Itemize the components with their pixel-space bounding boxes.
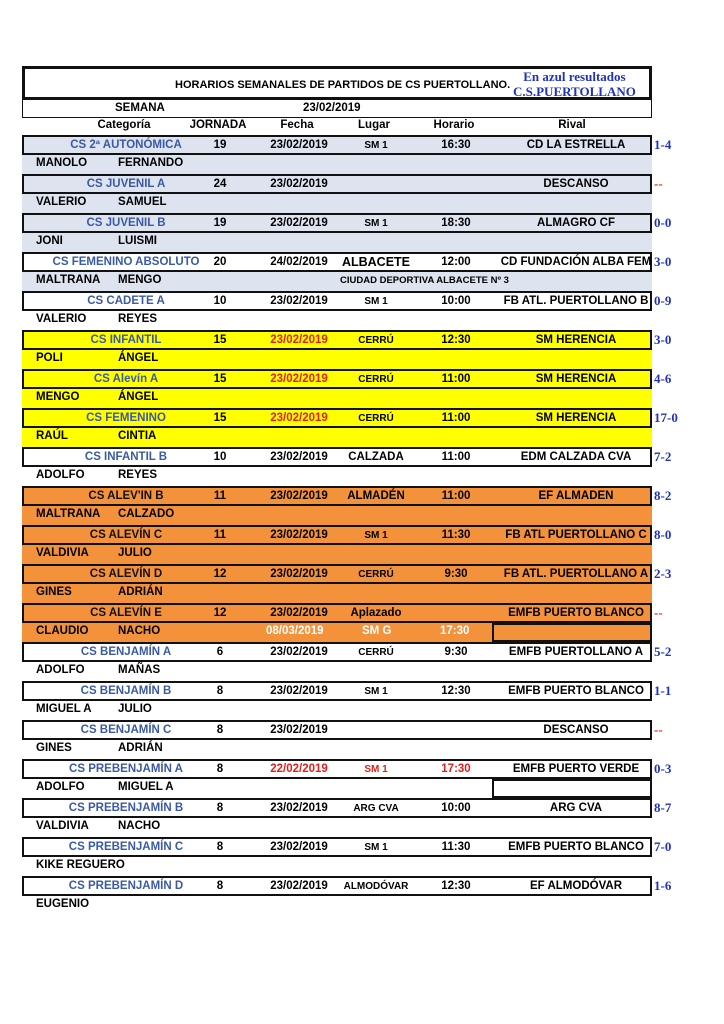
rival-cell: SM HERENCIA — [535, 373, 617, 385]
header-jornada: JORNADA — [189, 119, 247, 131]
fecha-cell: 23/02/2019 — [270, 802, 328, 814]
header-lugar: Lugar — [358, 119, 390, 131]
coach-name: ADOLFO — [36, 468, 85, 481]
horario-cell: 10:00 — [441, 295, 471, 307]
horario-cell: 11:00 — [441, 451, 471, 463]
coach-name: VALERIO — [36, 312, 87, 325]
header-horario: Horario — [433, 119, 475, 131]
coach-name: MALTRANA — [36, 507, 101, 520]
jornada-cell: 12 — [213, 568, 227, 580]
match-row — [22, 369, 652, 389]
staff-row — [22, 545, 652, 565]
week-date: 23/02/2019 — [303, 102, 361, 114]
result-value: 8-2 — [654, 488, 672, 503]
result-value: 0-0 — [654, 215, 672, 230]
fecha-cell: 23/02/2019 — [270, 724, 328, 736]
results-note-line1: En azul resultados — [523, 69, 626, 84]
match-row — [22, 681, 652, 701]
rival-cell: DESCANSO — [543, 724, 609, 736]
fecha-cell: 24/02/2019 — [270, 256, 328, 268]
match-row — [22, 447, 652, 467]
category-cell: CS INFANTIL B — [84, 451, 168, 463]
column-headers — [22, 118, 652, 135]
title-box — [22, 66, 652, 100]
lugar-cell: SM 1 — [364, 218, 388, 229]
fecha-cell: 23/02/2019 — [270, 178, 328, 190]
horario-cell: 12:00 — [441, 256, 471, 268]
coach-name: MIGUEL A — [36, 702, 92, 715]
coach-name: JONI — [36, 234, 63, 247]
match-row — [22, 408, 652, 428]
category-cell: CS PREBENJAMÍN D — [68, 880, 184, 892]
lugar-cell: CALZADA — [348, 451, 404, 463]
staff-row — [22, 779, 652, 799]
category-cell: CS PREBENJAMÍN C — [68, 841, 184, 853]
fecha-cell: 23/02/2019 — [270, 490, 328, 502]
horario-cell: 16:30 — [441, 139, 471, 151]
rival-cell: SM HERENCIA — [535, 412, 617, 424]
assistant-name: ÁNGEL — [118, 390, 159, 403]
week-row — [22, 100, 652, 118]
rival-cell: EF ALMADEN — [538, 490, 614, 502]
jornada-cell: 10 — [213, 295, 227, 307]
match-row — [22, 174, 652, 194]
result-value: 2-3 — [654, 566, 672, 581]
match-row — [22, 798, 652, 818]
coach-name: RAÚL — [36, 429, 68, 442]
category-cell: CS BENJAMÍN A — [80, 646, 172, 658]
horario-cell: 9:30 — [444, 646, 468, 658]
fecha-cell: 23/02/2019 — [270, 568, 328, 580]
assistant-name: SAMUEL — [118, 195, 167, 208]
result-value: 1-1 — [654, 683, 672, 698]
fecha-cell: 23/02/2019 — [270, 139, 328, 151]
fecha-cell: 23/02/2019 — [270, 880, 328, 892]
staff-row — [22, 662, 652, 682]
rival-cell: EDM CALZADA CVA — [520, 451, 632, 463]
coach-name: ADOLFO — [36, 780, 85, 793]
match-row — [22, 720, 652, 740]
assistant-name: CINTIA — [118, 429, 157, 442]
match-row — [22, 564, 652, 584]
lugar-cell: CERRÚ — [358, 374, 394, 385]
match-row — [22, 642, 652, 662]
lugar-cell: Aplazado — [350, 607, 402, 619]
fecha-cell: 23/02/2019 — [270, 451, 328, 463]
category-cell: CS INFANTIL — [90, 334, 162, 346]
category-cell: CS ALEVÍN C — [89, 529, 163, 541]
staff-row — [22, 857, 652, 877]
category-cell: CS FEMENINO — [86, 412, 166, 424]
rival-cell: EMFB PUERTO VERDE — [512, 763, 640, 775]
coach-name: CLAUDIO — [36, 624, 89, 637]
coach-name: EUGENIO — [36, 897, 90, 910]
category-cell: CS CADETE A — [87, 295, 165, 307]
coach-name: VALDIVIA — [36, 819, 89, 832]
horario-cell: 12:30 — [441, 685, 471, 697]
jornada-cell: 15 — [213, 412, 227, 424]
coach-name: MALTRANA — [36, 273, 101, 286]
staff-row — [22, 428, 652, 448]
category-cell: CS ALEVÍN E — [90, 607, 162, 619]
match-row — [22, 252, 652, 272]
rival-cell: EMFB PUERTO BLANCO — [508, 607, 644, 619]
match-row — [22, 135, 652, 155]
jornada-cell: 8 — [216, 841, 224, 853]
coach-name: MANOLO — [36, 156, 88, 169]
fecha-cell: 23/02/2019 — [270, 685, 328, 697]
jornada-cell: 24 — [213, 178, 227, 190]
assistant-name: JULIO — [118, 546, 152, 559]
results-note — [513, 69, 636, 99]
result-value: 1-4 — [654, 137, 672, 152]
coach-name: VALERIO — [36, 195, 87, 208]
staff-row — [22, 584, 652, 604]
assistant-name: FERNANDO — [118, 156, 184, 169]
rival-cell: EMFB PUERTOLLANO A — [508, 646, 644, 658]
category-cell: CS PREBENJAMÍN B — [68, 802, 184, 814]
assistant-name: ÁNGEL — [118, 351, 159, 364]
jornada-cell: 15 — [213, 334, 227, 346]
lugar-cell: CERRÚ — [358, 569, 394, 580]
jornada-cell: 8 — [216, 763, 224, 775]
result-value: -- — [654, 605, 663, 620]
category-cell: CS Alevín A — [93, 373, 159, 385]
result-value: 4-6 — [654, 371, 672, 386]
coach-name: KIKE REGUERO — [36, 858, 125, 871]
result-value: -- — [654, 722, 663, 737]
match-row — [22, 213, 652, 233]
rival-cell: ALMAGRO CF — [537, 217, 615, 229]
staff-row — [22, 311, 652, 331]
horario-cell: 17:30 — [441, 763, 471, 775]
assistant-name: NACHO — [118, 624, 161, 637]
fecha-cell: 22/02/2019 — [270, 763, 328, 775]
horario-cell: 11:00 — [441, 412, 471, 424]
match-row — [22, 330, 652, 350]
header-rival: Rival — [558, 119, 586, 131]
match-list — [22, 135, 652, 915]
horario-cell: 12:30 — [441, 880, 471, 892]
result-value: 7-0 — [654, 839, 672, 854]
rival-cell: EMFB PUERTO BLANCO — [508, 685, 644, 697]
result-value: 8-7 — [654, 800, 672, 815]
rescheduled-horario: 17:30 — [440, 624, 470, 637]
assistant-name: MIGUEL A — [118, 780, 174, 793]
jornada-cell: 15 — [213, 373, 227, 385]
staff-row — [22, 194, 652, 214]
lugar-cell: CERRÚ — [358, 335, 394, 346]
jornada-cell: 20 — [213, 256, 227, 268]
match-row — [22, 759, 652, 779]
coach-name: ADOLFO — [36, 663, 85, 676]
result-value: 3-0 — [654, 332, 672, 347]
staff-row — [22, 233, 652, 253]
lugar-cell: SM 1 — [364, 530, 388, 541]
match-row — [22, 837, 652, 857]
lugar-cell: ALMODÓVAR — [343, 881, 409, 892]
rival-cell: FB ATL. PUERTOLLANO B — [503, 295, 649, 307]
result-value: 0-9 — [654, 293, 672, 308]
fecha-cell: 23/02/2019 — [270, 217, 328, 229]
staff-row — [22, 506, 652, 526]
horario-cell: 11:00 — [441, 373, 471, 385]
match-row — [22, 486, 652, 506]
results-note-line2: C.S.PUERTOLLANO — [513, 84, 636, 99]
result-value: 0-3 — [654, 761, 672, 776]
coach-name: MENGO — [36, 390, 80, 403]
lugar-cell: SM 1 — [364, 140, 388, 151]
category-cell: CS JUVENIL A — [86, 178, 166, 190]
result-value: 1-6 — [654, 878, 672, 893]
horario-cell: 12:30 — [441, 334, 471, 346]
fecha-cell: 23/02/2019 — [270, 334, 328, 346]
rescheduled-box — [492, 623, 652, 643]
rival-cell: SM HERENCIA — [535, 334, 617, 346]
fecha-cell: 23/02/2019 — [270, 412, 328, 424]
lugar-cell: CERRÚ — [358, 647, 394, 658]
result-value: 8-0 — [654, 527, 672, 542]
rival-cell: FB ATL PUERTOLLANO C — [505, 529, 647, 541]
lugar-cell: ARG CVA — [353, 803, 399, 814]
jornada-cell: 11 — [213, 490, 227, 502]
assistant-name: REYES — [118, 312, 157, 325]
coach-name: VALDIVIA — [36, 546, 89, 559]
horario-cell: 11:30 — [441, 841, 471, 853]
result-value: 17-0 — [654, 410, 678, 425]
fecha-cell: 23/02/2019 — [270, 607, 328, 619]
staff-row — [22, 701, 652, 721]
jornada-cell: 8 — [216, 802, 224, 814]
lugar-cell: SM 1 — [364, 842, 388, 853]
assistant-name: ADRIÁN — [118, 741, 163, 754]
category-cell: CS BENJAMÍN B — [80, 685, 172, 697]
category-cell: CS 2ª AUTONÓMICA — [70, 139, 182, 151]
fecha-cell: 23/02/2019 — [270, 529, 328, 541]
staff-row — [22, 740, 652, 760]
fecha-cell: 23/02/2019 — [270, 295, 328, 307]
rival-cell: CD FUNDACIÓN ALBA FEM — [500, 256, 652, 268]
staff-row — [22, 623, 652, 643]
staff-row — [22, 389, 652, 409]
header-fecha: Fecha — [280, 119, 314, 131]
horario-cell: 10:00 — [441, 802, 471, 814]
category-cell: CS PREBENJAMÍN A — [69, 763, 183, 775]
horario-cell: 18:30 — [441, 217, 471, 229]
page-title: HORARIOS SEMANALES DE PARTIDOS DE CS PUERTOLLANO. — [175, 79, 511, 91]
jornada-cell: 19 — [213, 217, 227, 229]
lugar-cell: SM 1 — [364, 764, 388, 775]
lugar-cell: SM 1 — [364, 296, 388, 307]
category-cell: CS FEMENINO ABSOLUTO — [52, 256, 200, 268]
assistant-name: NACHO — [118, 819, 161, 832]
lugar-cell: CERRÚ — [358, 413, 394, 424]
category-cell: CS JUVENIL B — [86, 217, 166, 229]
staff-row — [22, 467, 652, 487]
lugar-cell: SM 1 — [364, 686, 388, 697]
coach-name: GINES — [36, 741, 72, 754]
result-value: -- — [654, 176, 663, 191]
rival-cell: FB ATL. PUERTOLLANO A — [503, 568, 649, 580]
fecha-cell: 23/02/2019 — [270, 646, 328, 658]
staff-row — [22, 896, 652, 916]
header-categoria: Categoría — [97, 119, 151, 131]
rival-cell: EMFB PUERTO BLANCO — [508, 841, 644, 853]
horario-cell: 9:30 — [444, 568, 468, 580]
rescheduled-fecha: 08/03/2019 — [266, 624, 324, 637]
schedule-sheet — [22, 66, 652, 915]
result-value: 5-2 — [654, 644, 672, 659]
jornada-cell: 8 — [216, 880, 224, 892]
horario-cell: 11:00 — [441, 490, 471, 502]
assistant-name: JULIO — [118, 702, 152, 715]
jornada-cell: 8 — [216, 685, 224, 697]
staff-row — [22, 818, 652, 838]
assistant-name: CALZADO — [118, 507, 175, 520]
assistant-name: ADRIÁN — [118, 585, 163, 598]
result-value: 7-2 — [654, 449, 672, 464]
jornada-cell: 11 — [213, 529, 227, 541]
staff-row — [22, 272, 652, 292]
result-value: 3-0 — [654, 254, 672, 269]
match-row — [22, 291, 652, 311]
rival-cell: EF ALMODÓVAR — [530, 880, 622, 892]
empty-box — [492, 779, 652, 799]
venue-note: CIUDAD DEPORTIVA ALBACETE Nº 3 — [340, 274, 509, 286]
coach-name: POLI — [36, 351, 63, 364]
category-cell: CS ALEV'IN B — [88, 490, 164, 502]
staff-row — [22, 155, 652, 175]
rival-cell: ARG CVA — [549, 802, 603, 814]
jornada-cell: 8 — [216, 724, 224, 736]
jornada-cell: 12 — [213, 607, 227, 619]
category-cell: CS BENJAMÍN C — [80, 724, 172, 736]
assistant-name: MAÑAS — [118, 663, 161, 676]
horario-cell: 11:30 — [441, 529, 471, 541]
week-label: SEMANA — [115, 102, 165, 114]
rescheduled-lugar: SM G — [362, 624, 392, 637]
category-cell: CS ALEVÍN D — [89, 568, 163, 580]
fecha-cell: 23/02/2019 — [270, 841, 328, 853]
match-row — [22, 525, 652, 545]
match-row — [22, 876, 652, 896]
coach-name: GINES — [36, 585, 72, 598]
assistant-name: REYES — [118, 468, 157, 481]
jornada-cell: 19 — [213, 139, 227, 151]
match-row — [22, 603, 652, 623]
lugar-cell: ALBACETE — [341, 255, 411, 269]
assistant-name: MENGO — [118, 273, 162, 286]
fecha-cell: 23/02/2019 — [270, 373, 328, 385]
rival-cell: CD LA ESTRELLA — [526, 139, 626, 151]
jornada-cell: 10 — [213, 451, 227, 463]
lugar-cell: ALMADÉN — [347, 490, 405, 502]
jornada-cell: 6 — [216, 646, 224, 658]
staff-row — [22, 350, 652, 370]
assistant-name: LUISMI — [118, 234, 157, 247]
rival-cell: DESCANSO — [543, 178, 609, 190]
